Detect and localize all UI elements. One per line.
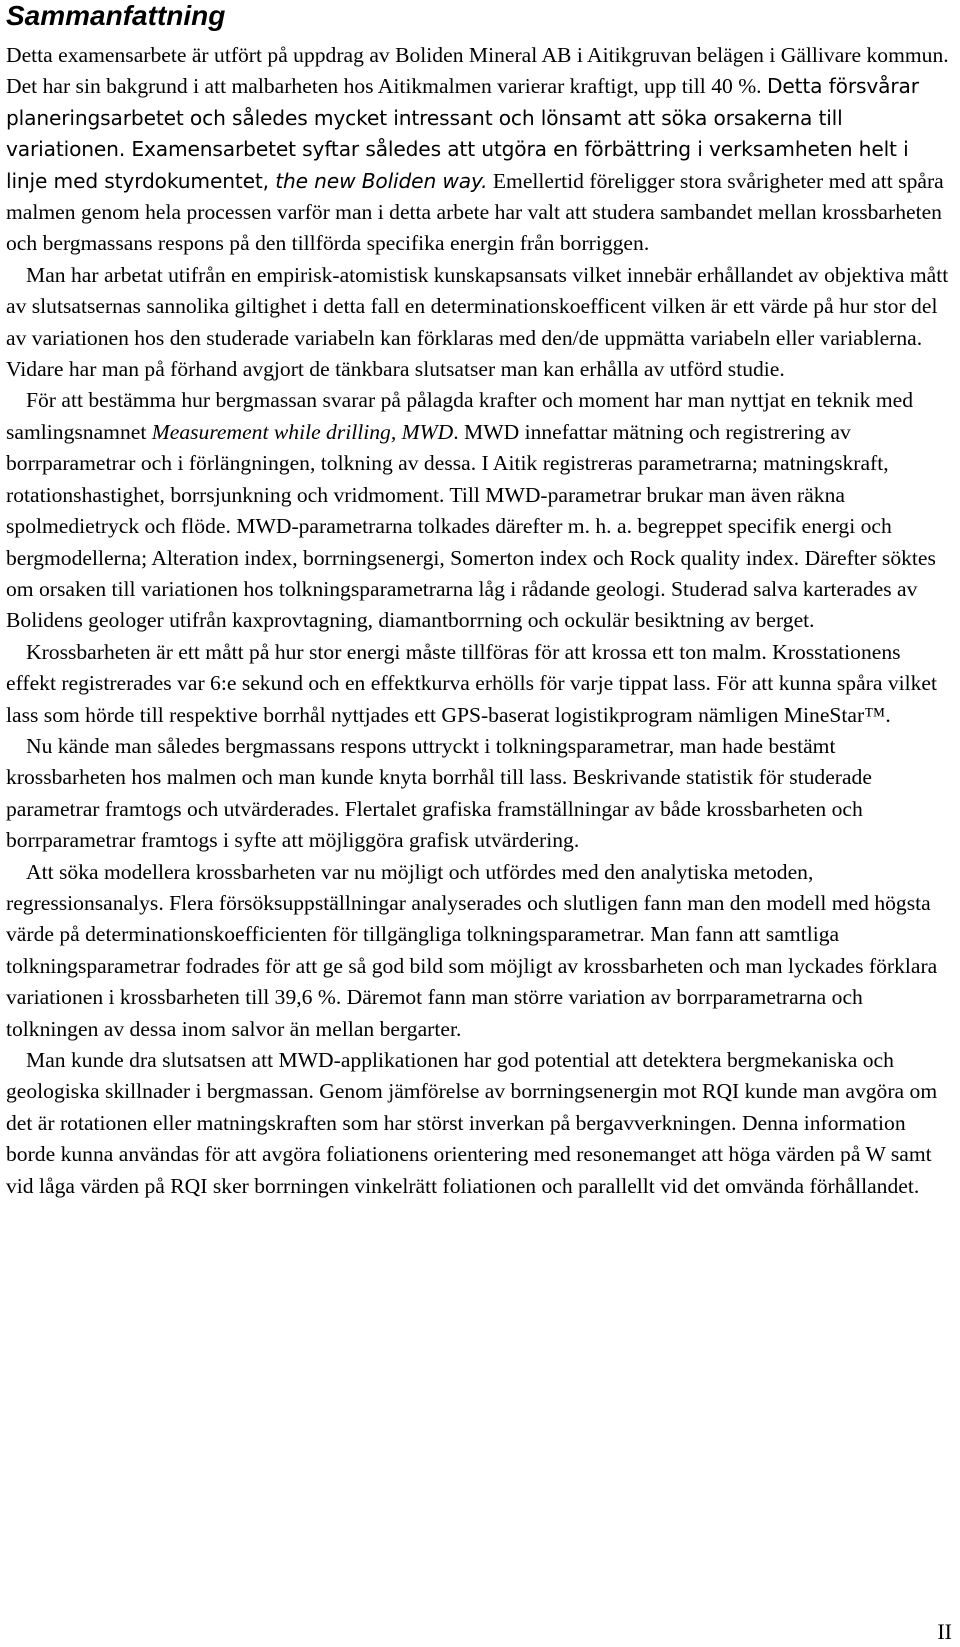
- paragraph-1-part-1: Detta examensarbete är utfört på uppdrag av Boliden Mineral AB i Aitikgruvan belägen i Gällivare kommun. Det har sin bakgrund i att malbarheten hos Aitikmalmen varierar kraftigt, upp till 40 %.: [6, 43, 949, 99]
- paragraph-3: [6, 385, 954, 636]
- paragraph-1: [6, 40, 954, 260]
- document-page: [6, 0, 954, 1202]
- section-body: [6, 40, 954, 1202]
- paragraph-5: Nu kände man således bergmassans respons uttryckt i tolkningsparametrar, man hade bestämt krossbarheten hos malmen och man kunde knyta borrhål till lass. Beskrivande statistik för studerade parametrar framtogs och utvärderades. Flertalet grafiska framställningar av både krossbarheten och borrparametrar framtogs i syfte att möjliggöra grafisk utvärdering.: [6, 733, 872, 853]
- paragraph-1-italic-name: the new Boliden way.: [275, 168, 488, 193]
- paragraph-3-italic-term: Measurement while drilling, MWD: [151, 419, 454, 444]
- paragraph-3-part-1: För att bestämma hur bergmassan svarar på pålagda krafter och moment har man nyttjat en teknik med samlingsnamnet: [6, 388, 914, 444]
- paragraph-7: Man kunde dra slutsatsen att MWD-applikationen har god potential att detektera bergmekaniska och geologiska skillnader i bergmassan. Genom jämförelse av borrningsenergin mot RQI kunde man avgöra om det är rotationen eller matningskraften som har störst inverkan på bergavverkningen. Denna information borde kunna användas för att avgöra foliationens orientering med resonemanget att höga värden på W samt vid låga värden på RQI sker borrningen vinkelrätt foliationen och parallellt vid det omvända förhållandet.: [6, 1048, 938, 1198]
- paragraph-1-part-4: Emellertid föreligger stora svårigheter med att spåra malmen genom hela processen varför man i detta arbete har valt att studera sambandet mellan krossbarheten och bergmassans respons på den tillförda specifika energin från borriggen.: [6, 168, 944, 256]
- paragraph-1-part-2: Detta försvårar planeringsarbetet och således mycket intressant och lönsamt att söka orsakerna till variationen. Examensarbetet syftar således att utgöra en förbättring i verksamheten helt i linje med styrdokumentet,: [6, 74, 919, 193]
- paragraph-2: Man har arbetat utifrån en empirisk-atomistisk kunskapsansats vilket innebär erhållandet av objektiva mått av slutsatsernas sannolika giltighet i detta fall en determinationskoefficent vilken är ett värde på hur stor del av variationen hos den studerade variabeln kan förklaras med den/de uppmätta variabeln eller variablerna. Vidare har man på förhand avgjort de tänkbara slutsatser man kan erhålla av utförd studie.: [6, 262, 949, 382]
- paragraph-3-part-3: . MWD innefattar mätning och registrering av borrparametrar och i förlängningen, tolkning av dessa. I Aitik registreras parametrarna; matningskraft, rotationshastighet, borrsjunkning och vridmoment. Till MWD-parametrar brukar man även räkna spolmedietryck och flöde. MWD-parametrarna tolkades därefter m. h. a. begreppet specifik energi och bergmodellerna; Alteration index, borrningsenergi, Somerton index och Rock quality index. Därefter söktes om orsaken till variationen hos tolkningsparametrarna låg i rådande geologi. Studerad salva karterades av Bolidens geologer utifrån kaxprovtagning, diamantborrning och ockulär besiktning av berget.: [6, 419, 936, 633]
- section-heading: Sammanfattning: [6, 0, 226, 31]
- page-number: II: [937, 1619, 952, 1644]
- paragraph-4: Krossbarheten är ett mått på hur stor energi måste tillföras för att krossa ett ton malm. Krosstationens effekt registrerades var 6:e sekund och en effektkurva erhölls för varje tippat lass. För att kunna spåra vilket lass som hörde till respektive borrhål nyttjades ett GPS-baserat logistikprogram nämligen MineStar™.: [6, 639, 938, 727]
- paragraph-6: Att söka modellera krossbarheten var nu möjligt och utfördes med den analytiska metoden, regressionsanalys. Flera försöksuppställningar analyserades och slutligen fann man den modell med högsta värde på determinationskoefficienten för tillgängliga tolkningsparametrar. Man fann att samtliga tolkningsparametrar fodrades för att ge så god bild som möjligt av krossbarheten och man lyckades förklara variationen i krossbarheten till 39,6 %. Däremot fann man större variation av borrparametrarna och tolkningen av dessa inom salvor än mellan bergarter.: [6, 859, 938, 1041]
